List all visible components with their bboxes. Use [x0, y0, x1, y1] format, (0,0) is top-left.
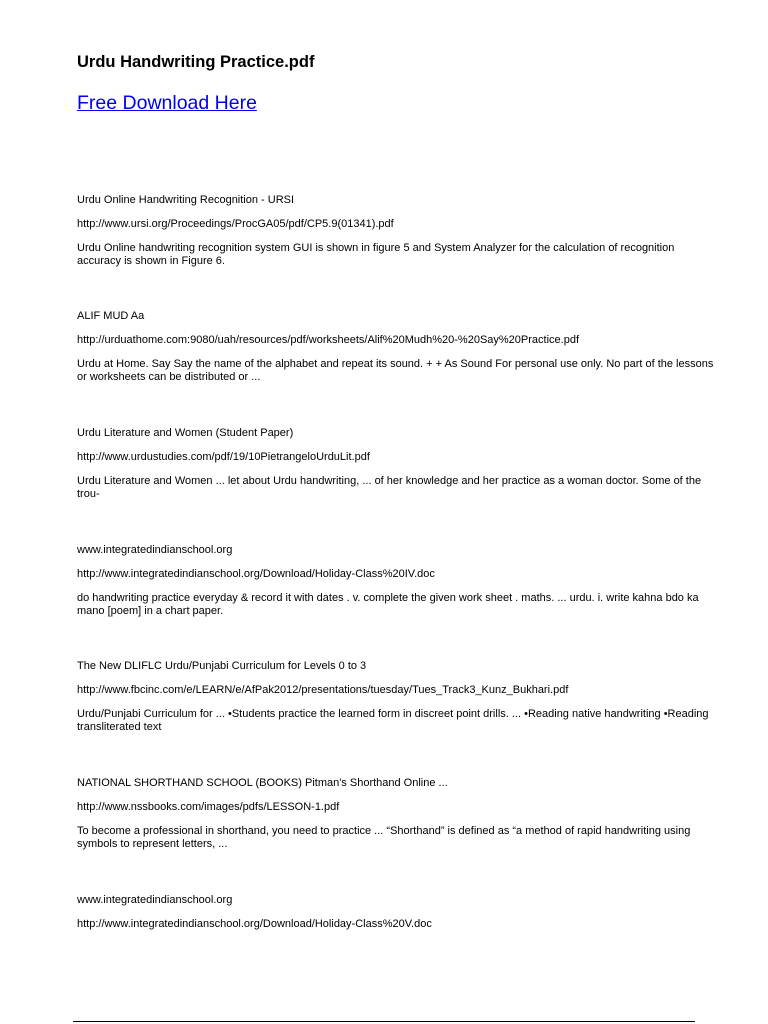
entry-title: NATIONAL SHORTHAND SCHOOL (BOOKS) Pitman's Shorthand Online ...	[77, 777, 448, 789]
entry-title: www.integratedindianschool.org	[77, 544, 233, 556]
entry-url: http://urduathome.com:9080/uah/resources/pdf/worksheets/Alif%20Mudh%20-%20Say%20Practice.pdf	[77, 334, 580, 346]
entry-snippet: do handwriting practice everyday & record it with dates . v. complete the given work sheet . maths. ... urdu. i. write kahna bdo ka mano [poem] in a chart paper.	[77, 592, 699, 617]
entry-snippet: Urdu at Home. Say Say the name of the alphabet and repeat its sound. + + As Sound For personal use only. No part of the lessons or worksheets can be distributed or ...	[77, 358, 714, 383]
entry-title: The New DLIFLC Urdu/Punjabi Curriculum for Levels 0 to 3	[77, 660, 367, 672]
free-download-link[interactable]: Free Download Here	[77, 92, 257, 114]
result-entry	[77, 310, 719, 384]
entry-url: http://www.ursi.org/Proceedings/ProcGA05/pdf/CP5.9(01341).pdf	[77, 218, 394, 230]
document-title: Urdu Handwriting Practice.pdf	[77, 53, 315, 71]
entry-url: http://www.integratedindianschool.org/Download/Holiday-Class%20V.doc	[77, 918, 432, 930]
entry-snippet: Urdu Online handwriting recognition system GUI is shown in figure 5 and System Analyzer for the calculation of recognition accuracy is shown in Figure 6.	[77, 242, 675, 267]
entry-url: http://www.urdustudies.com/pdf/19/10PietrangeloUrduLit.pdf	[77, 451, 370, 463]
result-entry	[77, 777, 719, 851]
result-entry	[77, 427, 719, 501]
entry-title: ALIF MUD Aa	[77, 310, 145, 322]
entry-title: Urdu Online Handwriting Recognition - URSI	[77, 194, 295, 206]
entry-url: http://www.nssbooks.com/images/pdfs/LESSON-1.pdf	[77, 801, 340, 813]
footer-divider	[73, 1021, 695, 1022]
entry-url: http://www.integratedindianschool.org/Download/Holiday-Class%20IV.doc	[77, 568, 435, 580]
result-entry	[77, 194, 719, 268]
entry-title: www.integratedindianschool.org	[77, 894, 233, 906]
entry-snippet: To become a professional in shorthand, you need to practice ... “Shorthand” is defined as “a method of rapid handwriting using symbols to represent letters, ...	[77, 825, 691, 850]
result-entry	[77, 660, 719, 734]
result-entry	[77, 894, 719, 931]
entry-snippet: Urdu Literature and Women ... let about Urdu handwriting, ... of her knowledge and her practice as a woman doctor. Some of the trou-	[77, 475, 702, 500]
entry-url: http://www.fbcinc.com/e/LEARN/e/AfPak2012/presentations/tuesday/Tues_Track3_Kunz_Bukhari.pdf	[77, 684, 569, 696]
result-entry	[77, 544, 719, 618]
entry-title: Urdu Literature and Women (Student Paper)	[77, 427, 294, 439]
entry-snippet: Urdu/Punjabi Curriculum for ... •Students practice the learned form in discreet point drills. ... •Reading native handwriting •Reading transliterated text	[77, 708, 709, 733]
